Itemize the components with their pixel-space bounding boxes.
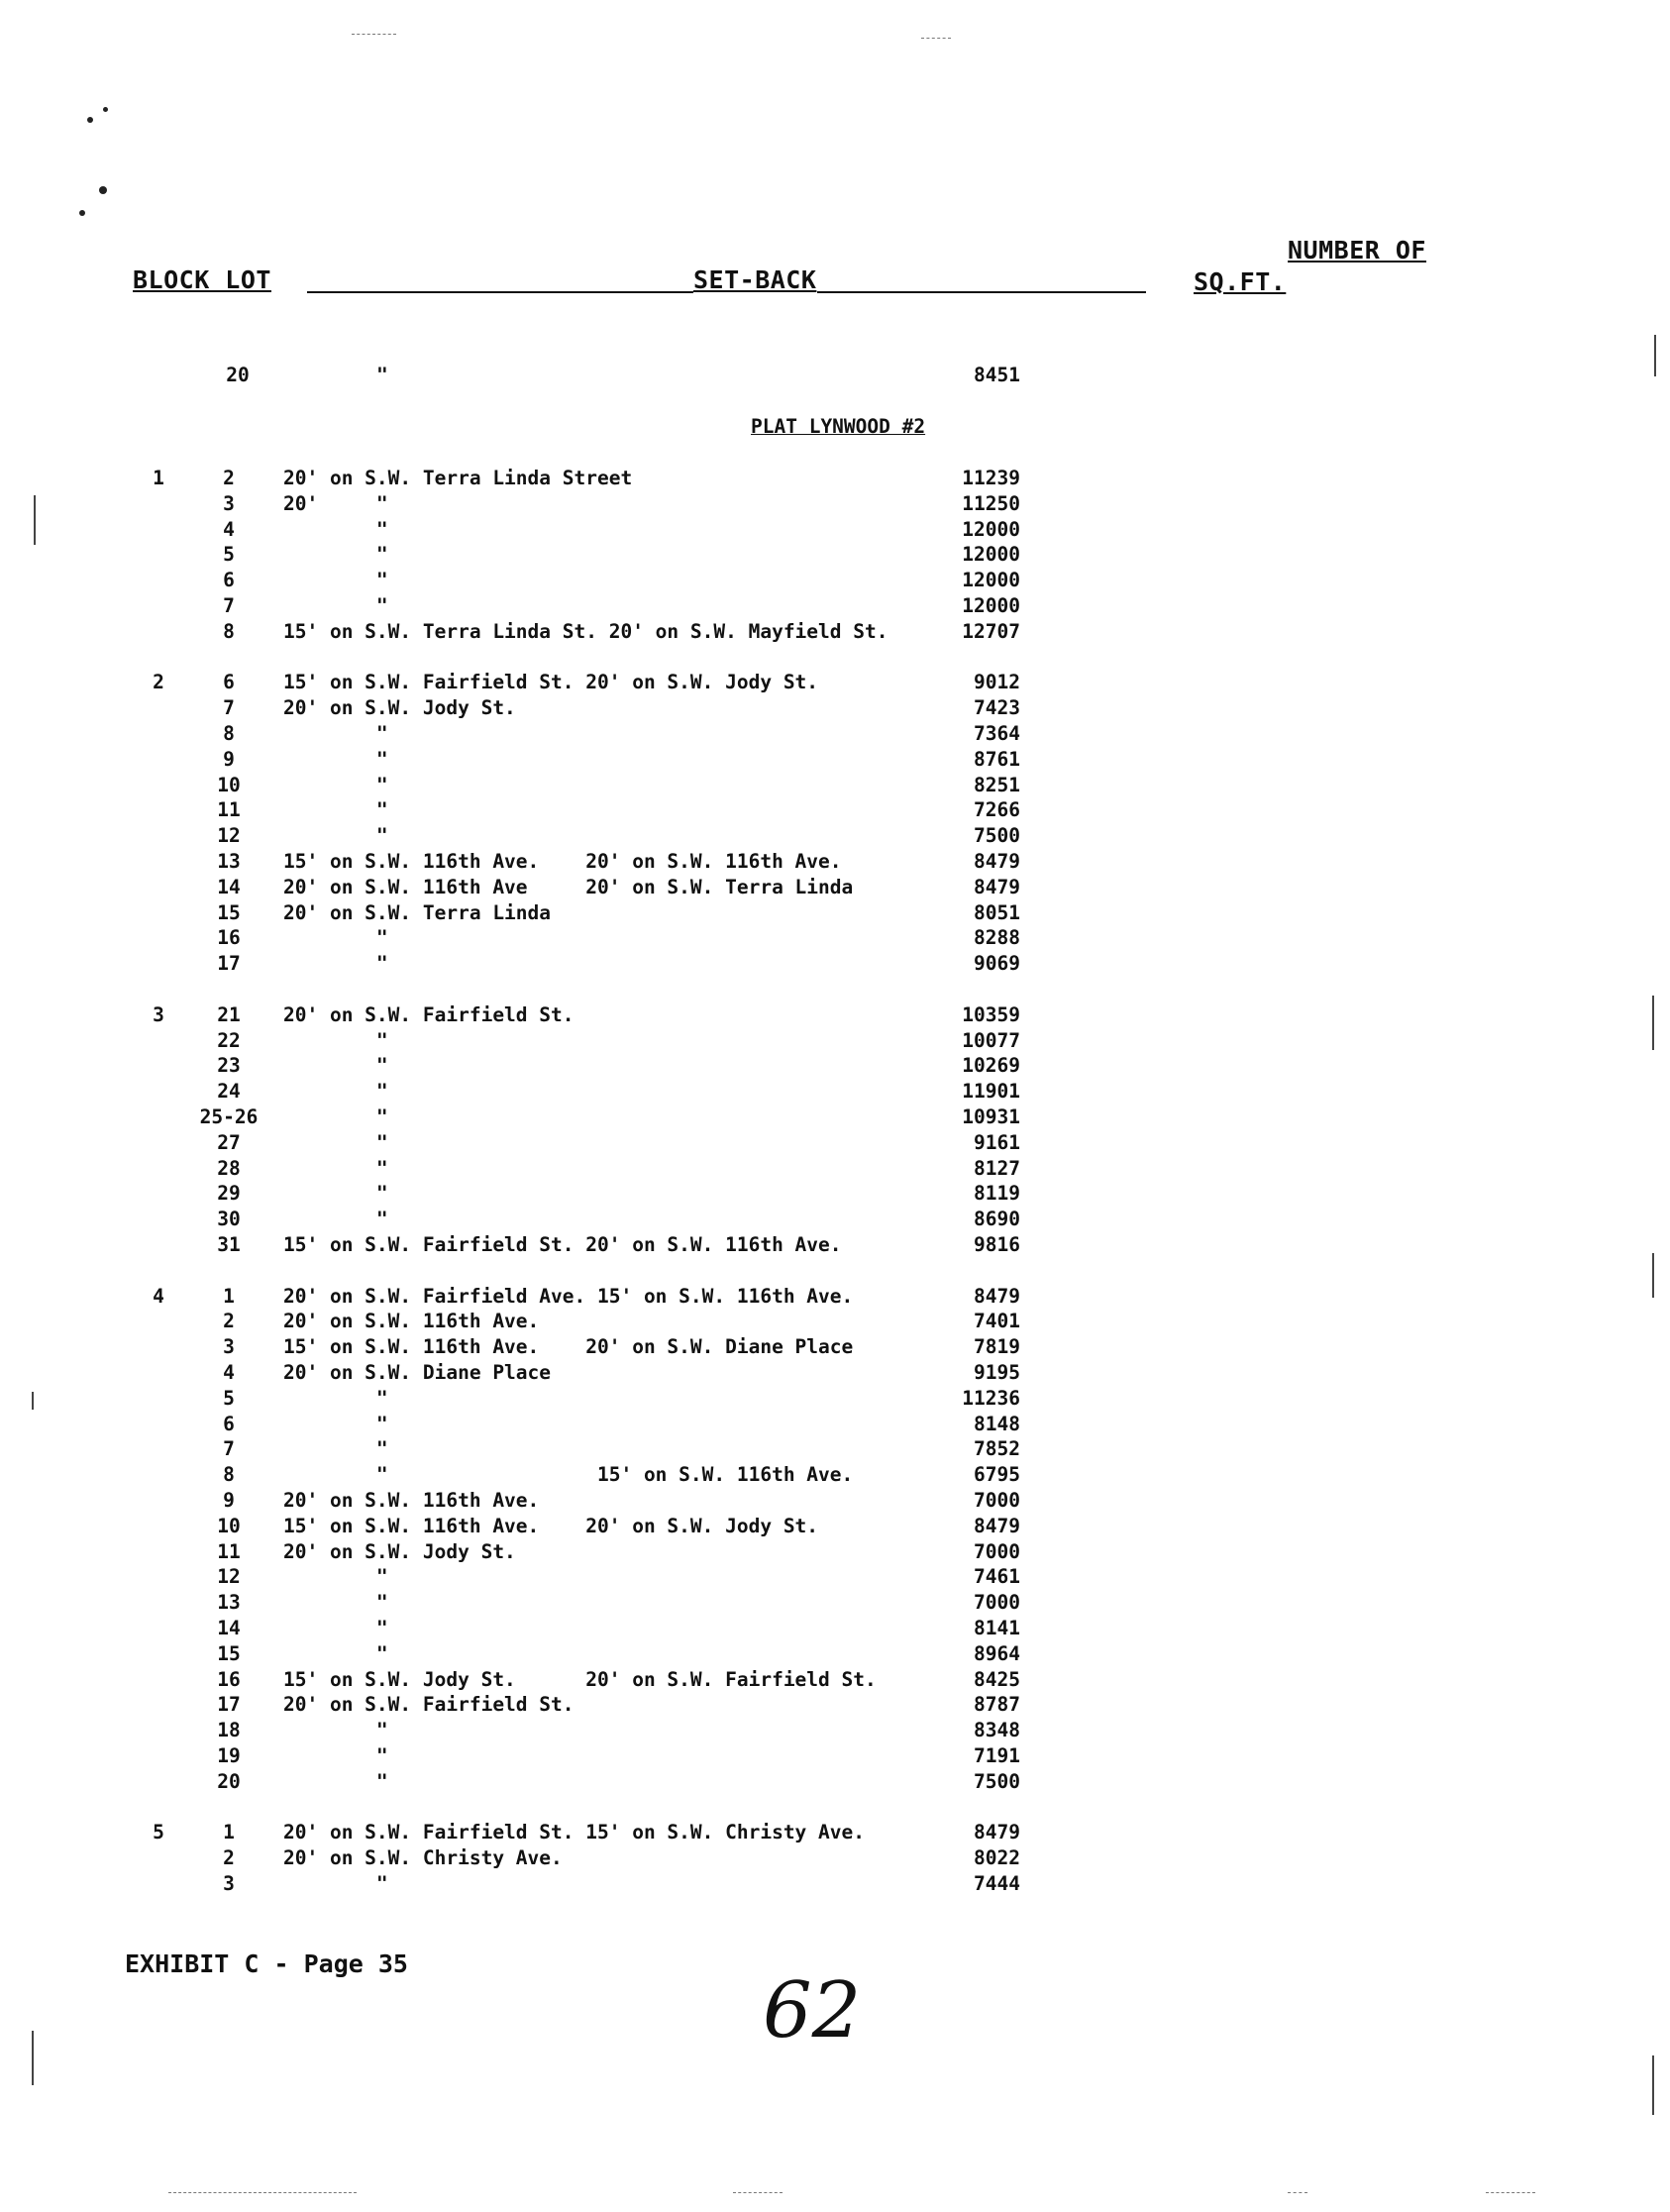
lot-number: 17	[217, 1693, 241, 1717]
setback-description: "	[283, 824, 388, 848]
sqft-value: 9012	[974, 671, 1020, 694]
setback-description: 20' "	[283, 491, 388, 515]
setback-description: 20' on S.W. Fairfield St.	[283, 1693, 574, 1717]
scan-speck	[103, 107, 108, 112]
sq-ft-header: SQ.FT.	[1194, 267, 1287, 296]
sqft-value: 8479	[974, 1284, 1020, 1308]
lot-number: 5	[223, 543, 235, 567]
setback-description: "	[283, 1028, 388, 1052]
setback-description: 20' on S.W. Terra Linda	[283, 900, 552, 924]
sqft-value: 11236	[962, 1386, 1020, 1410]
lot-number: 5	[223, 1386, 235, 1410]
lot-number: 11	[217, 798, 241, 822]
setback-description: "	[283, 1437, 388, 1461]
lot-number: 2	[223, 1846, 235, 1870]
sqft-value: 12000	[962, 517, 1020, 541]
plat-title: PLAT LYNWOOD #2	[751, 415, 926, 438]
scan-mark	[1654, 335, 1656, 376]
setback-description: 15' on S.W. 116th Ave. 20' on S.W. Diane Place	[283, 1335, 854, 1359]
lot-number: 17	[217, 952, 241, 976]
lot-number: 7	[223, 696, 235, 720]
lot-number: 12	[217, 824, 241, 848]
scan-mark	[1652, 996, 1654, 1050]
sqft-value: 7500	[974, 1769, 1020, 1793]
lot-number: 29	[217, 1182, 241, 1206]
setback-description: 15' on S.W. 116th Ave. 20' on S.W. 116th Ave.	[283, 850, 842, 873]
setback-description: "	[283, 1412, 388, 1435]
sqft-value: 8787	[974, 1693, 1020, 1717]
setback-header: SET-BACK	[693, 265, 817, 294]
scan-mark	[1652, 1253, 1654, 1298]
sqft-value: 7819	[974, 1335, 1020, 1359]
sqft-value: 7401	[974, 1310, 1020, 1333]
sqft-value: 10359	[962, 1002, 1020, 1026]
lot-number: 27	[217, 1130, 241, 1154]
lot-number: 3	[223, 1872, 235, 1895]
sqft-value: 8051	[974, 900, 1020, 924]
sqft-value: 8479	[974, 875, 1020, 898]
sqft-value: 12000	[962, 569, 1020, 592]
sqft-value: 7444	[974, 1872, 1020, 1895]
lot-number: 10	[217, 773, 241, 796]
lot-number: 2	[223, 467, 235, 489]
lot-number: 9	[223, 1489, 235, 1512]
setback-description: "	[283, 569, 388, 592]
scan-mark	[921, 38, 951, 39]
lot-number: 8	[223, 722, 235, 745]
lot-number: 11	[217, 1539, 241, 1563]
lot-number: 12	[217, 1565, 241, 1589]
setback-description: "	[283, 1156, 388, 1180]
setback-description: 15' on S.W. Fairfield St. 20' on S.W. 116th Ave.	[283, 1233, 842, 1256]
block-lot-header: BLOCK LOT	[133, 265, 271, 294]
scan-mark	[34, 495, 36, 545]
setback-description: "	[283, 1106, 388, 1128]
setback-description: "	[283, 926, 388, 950]
setback-description: "	[283, 722, 388, 745]
lot-number: 1	[223, 1284, 235, 1308]
sqft-value: 8022	[974, 1846, 1020, 1870]
sqft-value: 11901	[962, 1080, 1020, 1104]
sqft-value: 8148	[974, 1412, 1020, 1435]
setback-description: "	[283, 1130, 388, 1154]
setback-description: 20' on S.W. 116th Ave.	[283, 1489, 540, 1512]
sqft-value: 7000	[974, 1489, 1020, 1512]
setback-description: "	[283, 543, 388, 567]
sqft-value: 8251	[974, 773, 1020, 796]
lot-number: 3	[223, 1335, 235, 1359]
scan-mark	[1652, 2055, 1654, 2115]
lot-number: 4	[223, 517, 235, 541]
lot-number: 16	[217, 1667, 241, 1691]
lot-number: 15	[217, 900, 241, 924]
setback-description: 20' on S.W. Jody St.	[283, 696, 516, 720]
setback-description: 20' on S.W. Fairfield Ave. 15' on S.W. 116th Ave.	[283, 1284, 854, 1308]
setback-description: 15' on S.W. Fairfield St. 20' on S.W. Jody St.	[283, 671, 819, 694]
sqft-value: 11250	[962, 491, 1020, 515]
sqft-value: 8479	[974, 1514, 1020, 1537]
lot-number: 30	[217, 1208, 241, 1231]
sqft-value: 7000	[974, 1539, 1020, 1563]
lot-number: 10	[217, 1514, 241, 1537]
sqft-value: 12000	[962, 543, 1020, 567]
sqft-value: 7266	[974, 798, 1020, 822]
exhibit-footer: EXHIBIT C - Page 35	[125, 1949, 408, 1978]
block-number: 1	[153, 467, 164, 489]
setback-description: "	[283, 1617, 388, 1639]
setback-description: "	[283, 1565, 388, 1589]
sqft-value: 8479	[974, 850, 1020, 873]
scan-mark	[168, 2192, 357, 2193]
setback-description: "	[283, 1080, 388, 1104]
sqft-value: 7852	[974, 1437, 1020, 1461]
scan-mark	[733, 2192, 783, 2193]
sqft-value: 10931	[962, 1106, 1020, 1128]
lot-number: 19	[217, 1744, 241, 1767]
lot-number: 4	[223, 1361, 235, 1384]
lot-number: 2	[223, 1310, 235, 1333]
lot-number: 6	[223, 569, 235, 592]
sqft-value: 8288	[974, 926, 1020, 950]
sqft-value: 7423	[974, 696, 1020, 720]
setback-description: 20' on S.W. 116th Ave 20' on S.W. Terra Linda	[283, 875, 854, 898]
lot-number: 14	[217, 875, 241, 898]
sqft-value: 7191	[974, 1744, 1020, 1767]
lot-number: 13	[217, 1591, 241, 1615]
scan-mark	[1486, 2192, 1535, 2193]
sqft-value: 8479	[974, 1821, 1020, 1844]
sqft-value: 7461	[974, 1565, 1020, 1589]
block-number: 3	[153, 1002, 164, 1026]
sqft-value: 9161	[974, 1130, 1020, 1154]
setback-description: "	[283, 798, 388, 822]
sqft-value: 8127	[974, 1156, 1020, 1180]
carryover-sqft: 8451	[974, 364, 1020, 386]
sqft-value: 10269	[962, 1054, 1020, 1078]
setback-description: "	[283, 517, 388, 541]
setback-description: " 15' on S.W. 116th Ave.	[283, 1463, 854, 1487]
setback-description: "	[283, 1641, 388, 1665]
sqft-value: 8425	[974, 1667, 1020, 1691]
setback-description: "	[283, 594, 388, 617]
setback-description: 20' on S.W. Terra Linda Street	[283, 467, 633, 489]
lot-number: 23	[217, 1054, 241, 1078]
setback-description: "	[283, 773, 388, 796]
lot-number: 28	[217, 1156, 241, 1180]
sqft-value: 10077	[962, 1028, 1020, 1052]
lot-number: 25-26	[199, 1106, 259, 1128]
setback-description: 20' on S.W. Fairfield St.	[283, 1002, 574, 1026]
lot-number: 1	[223, 1821, 235, 1844]
lot-number: 6	[223, 671, 235, 694]
lot-number: 3	[223, 491, 235, 515]
lot-number: 7	[223, 1437, 235, 1461]
block-number: 4	[153, 1284, 164, 1308]
setback-description: "	[283, 1591, 388, 1615]
scan-speck	[99, 186, 107, 194]
sqft-value: 9069	[974, 952, 1020, 976]
setback-description: 15' on S.W. Terra Linda St. 20' on S.W. Mayfield St.	[283, 619, 888, 643]
carryover-setback: "	[376, 364, 388, 386]
sqft-value: 6795	[974, 1463, 1020, 1487]
sqft-value: 9816	[974, 1233, 1020, 1256]
setback-description: "	[283, 1208, 388, 1231]
lot-number: 6	[223, 1412, 235, 1435]
lot-number: 13	[217, 850, 241, 873]
lot-number: 20	[217, 1769, 241, 1793]
setback-description: "	[283, 1054, 388, 1078]
lot-number: 7	[223, 594, 235, 617]
scan-speck	[79, 210, 85, 216]
sqft-value: 9195	[974, 1361, 1020, 1384]
scan-mark	[1288, 2192, 1307, 2193]
setback-description: "	[283, 1744, 388, 1767]
sqft-value: 8690	[974, 1208, 1020, 1231]
sqft-value: 7000	[974, 1591, 1020, 1615]
header-rule-left	[307, 291, 693, 293]
sqft-value: 8964	[974, 1641, 1020, 1665]
setback-description: "	[283, 1182, 388, 1206]
lot-number: 31	[217, 1233, 241, 1256]
setback-description: 20' on S.W. 116th Ave.	[283, 1310, 540, 1333]
sqft-value: 12000	[962, 594, 1020, 617]
lot-number: 15	[217, 1641, 241, 1665]
sqft-value: 8119	[974, 1182, 1020, 1206]
carryover-lot: 20	[226, 364, 250, 386]
setback-description: "	[283, 1719, 388, 1742]
setback-description: 20' on S.W. Christy Ave.	[283, 1846, 563, 1870]
setback-description: "	[283, 952, 388, 976]
lot-number: 24	[217, 1080, 241, 1104]
lot-number: 21	[217, 1002, 241, 1026]
setback-description: 15' on S.W. 116th Ave. 20' on S.W. Jody St.	[283, 1514, 819, 1537]
number-of-header: NUMBER OF	[1288, 236, 1426, 264]
setback-description: 15' on S.W. Jody St. 20' on S.W. Fairfield St.	[283, 1667, 877, 1691]
lot-number: 14	[217, 1617, 241, 1639]
lot-number: 8	[223, 619, 235, 643]
lot-number: 8	[223, 1463, 235, 1487]
lot-number: 18	[217, 1719, 241, 1742]
header-rule-right	[817, 291, 1146, 293]
scan-mark	[32, 1392, 34, 1410]
sqft-value: 11239	[962, 467, 1020, 489]
setback-description: "	[283, 747, 388, 771]
setback-description: "	[283, 1769, 388, 1793]
scan-mark	[352, 34, 396, 35]
handwritten-page-number: 62	[763, 1966, 862, 2055]
sqft-value: 8141	[974, 1617, 1020, 1639]
lot-number: 16	[217, 926, 241, 950]
block-number: 5	[153, 1821, 164, 1844]
sqft-value: 8348	[974, 1719, 1020, 1742]
setback-description: 20' on S.W. Diane Place	[283, 1361, 552, 1384]
sqft-value: 12707	[962, 619, 1020, 643]
lot-number: 9	[223, 747, 235, 771]
sqft-value: 7364	[974, 722, 1020, 745]
lot-number: 22	[217, 1028, 241, 1052]
setback-description: "	[283, 1872, 388, 1895]
setback-description: 20' on S.W. Fairfield St. 15' on S.W. Christy Ave.	[283, 1821, 865, 1844]
scan-mark	[32, 2031, 34, 2085]
scan-speck	[87, 117, 93, 123]
sqft-value: 8761	[974, 747, 1020, 771]
setback-description: 20' on S.W. Jody St.	[283, 1539, 516, 1563]
sqft-value: 7500	[974, 824, 1020, 848]
block-number: 2	[153, 671, 164, 694]
setback-description: "	[283, 1386, 388, 1410]
